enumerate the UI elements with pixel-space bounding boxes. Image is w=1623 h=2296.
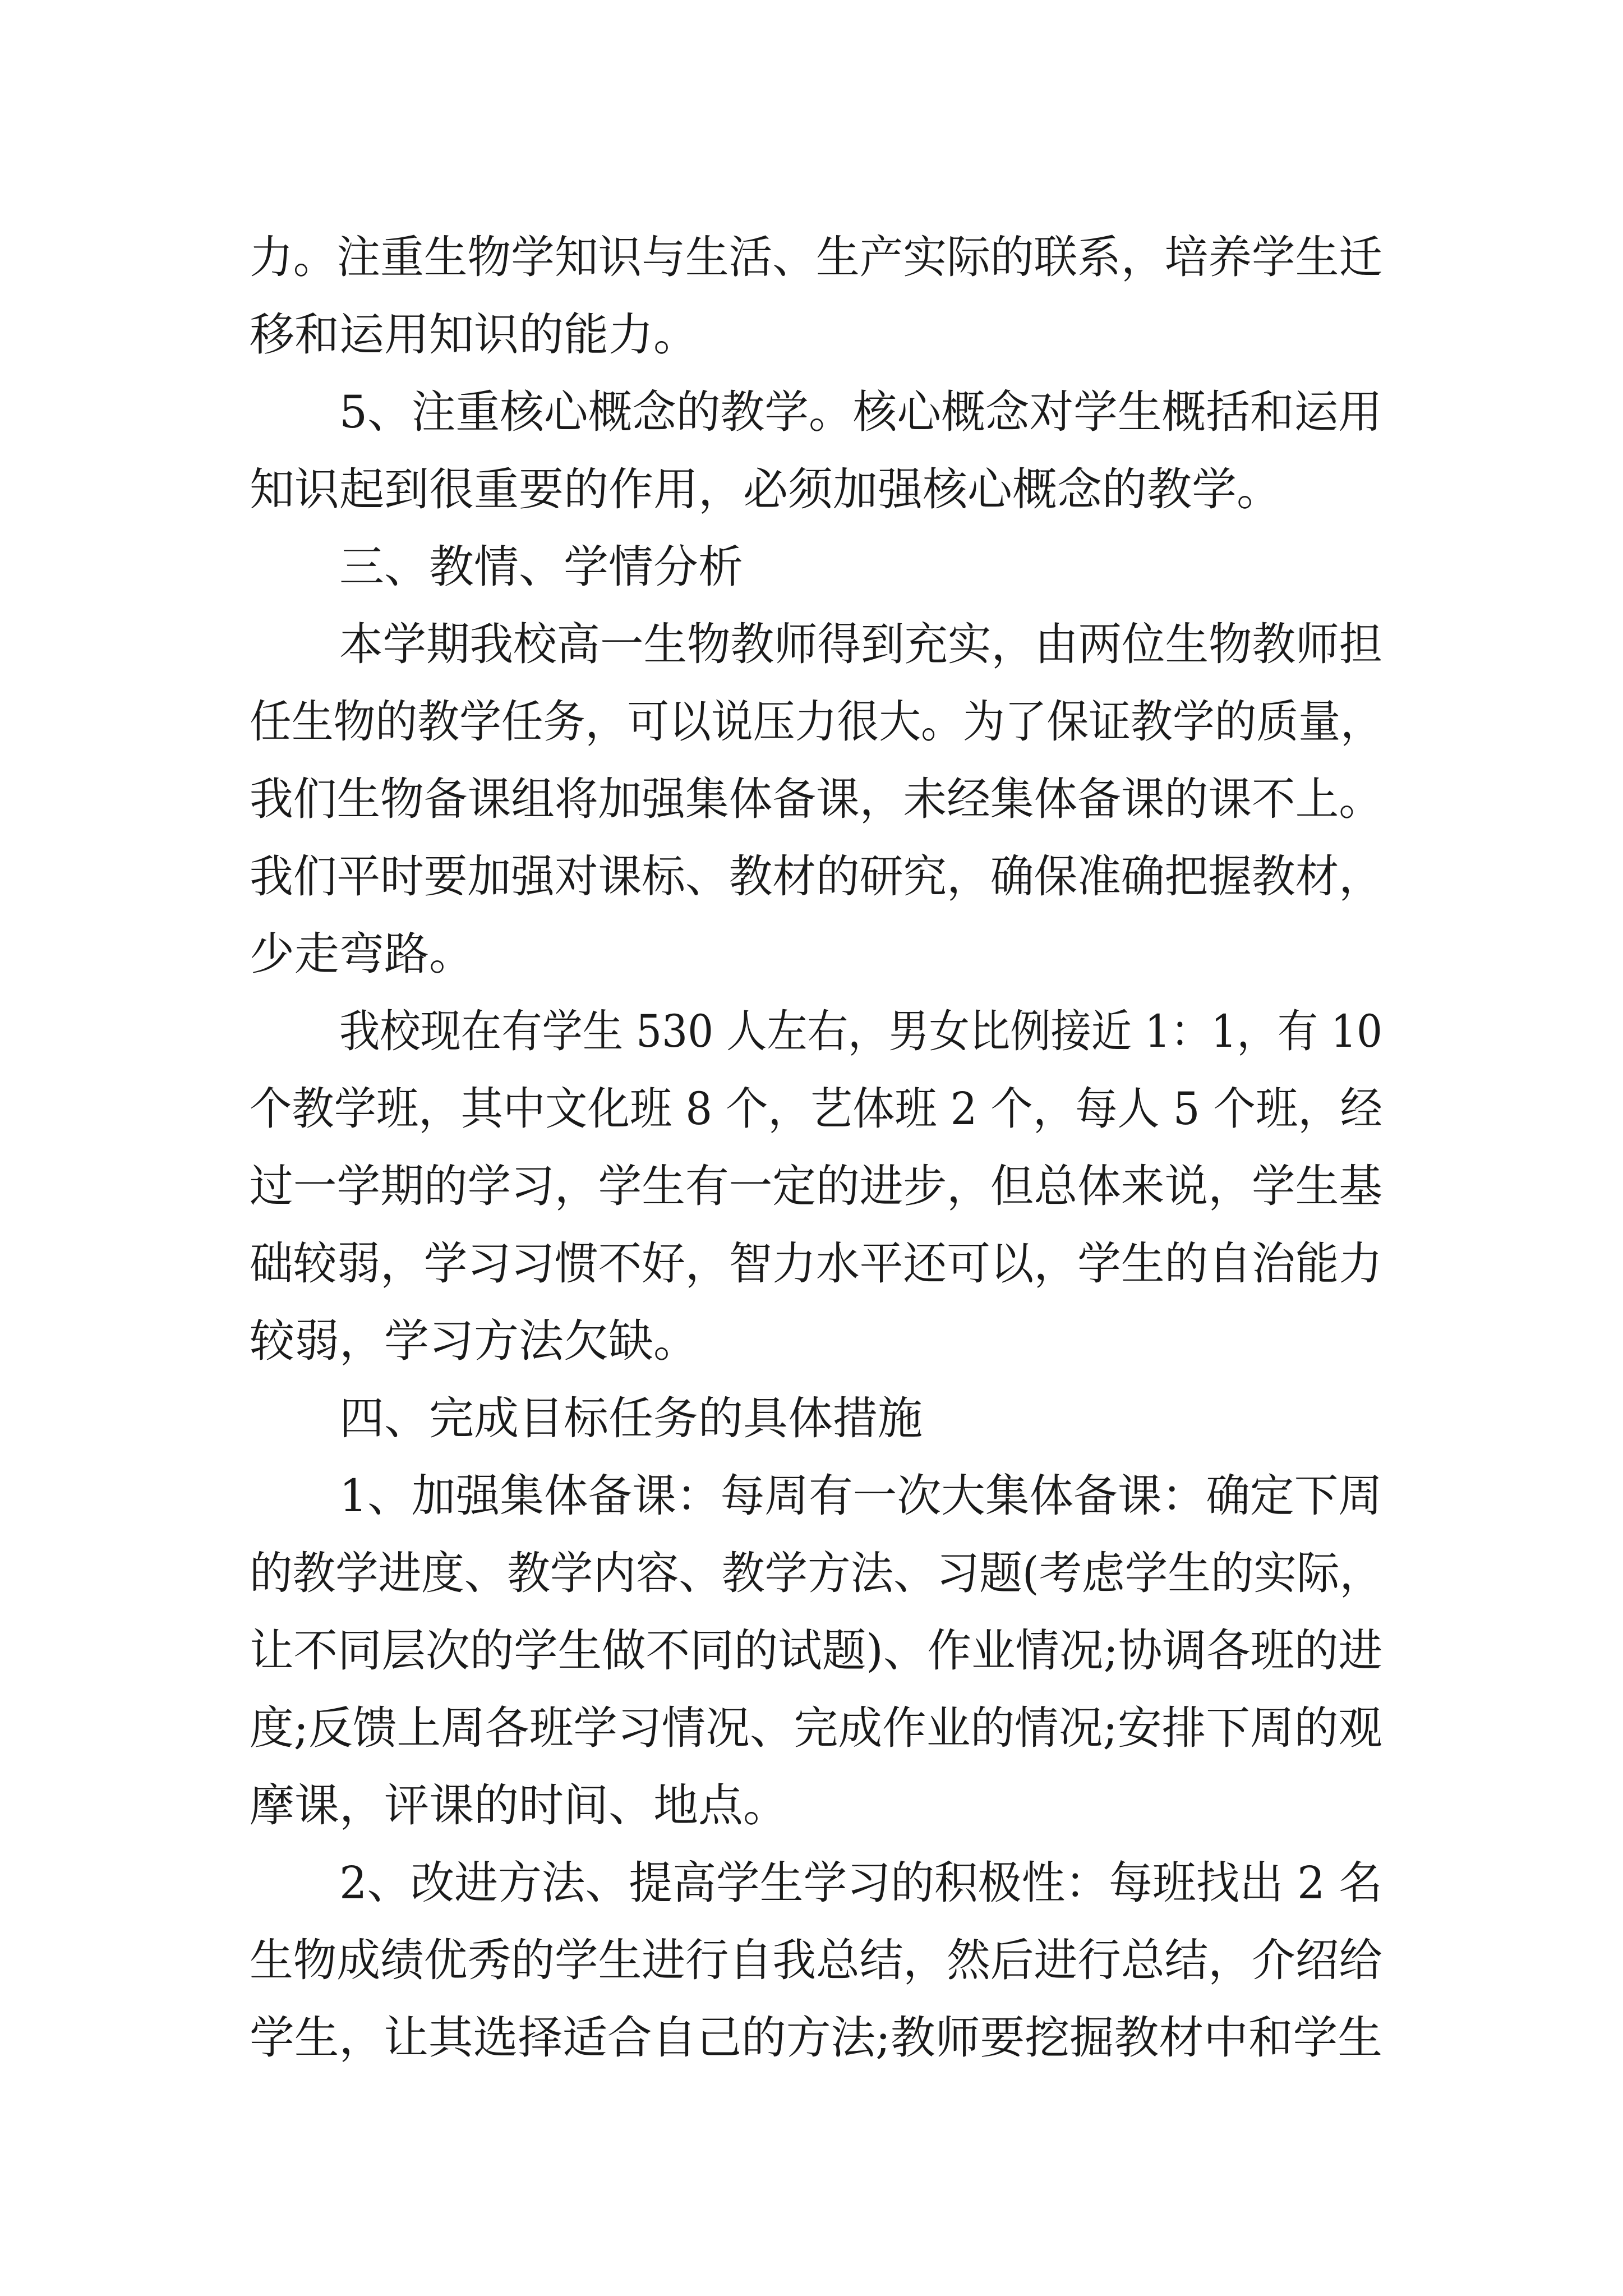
text-line: 5、注重核心概念的教学。核心概念对学生概括和运用: [339, 386, 1382, 438]
text-line: 个教学班，其中文化班 8 个，艺体班 2 个，每人 5 个班，经: [250, 1083, 1382, 1135]
text-line: 生物成绩优秀的学生进行自我总结，然后进行总结，介绍给: [250, 1934, 1382, 1986]
text-line: 力。注重生物学知识与生活、生产实际的联系，培养学生迁: [250, 231, 1382, 283]
text-line: 较弱，学习方法欠缺。: [250, 1315, 698, 1367]
text-line: 我们生物备课组将加强集体备课，未经集体备课的课不上。: [250, 773, 1382, 825]
text-line: 移和运用知识的能力。: [250, 309, 698, 361]
text-line: 度;反馈上周各班学习情况、完成作业的情况;安排下周的观: [250, 1702, 1382, 1754]
text-line: 任生物的教学任务，可以说压力很大。为了保证教学的质量，: [250, 696, 1382, 748]
text-line: 我校现在有学生 530 人左右，男女比例接近 1：1，有 10: [339, 1005, 1382, 1057]
text-line: 本学期我校高一生物教师得到充实，由两位生物教师担: [339, 618, 1382, 670]
text-line: 过一学期的学习，学生有一定的进步，但总体来说，学生基: [250, 1160, 1382, 1212]
text-line: 2、改进方法、提高学生学习的积极性：每班找出 2 名: [339, 1857, 1382, 1909]
text-line: 摩课，评课的时间、地点。: [250, 1779, 788, 1832]
text-line: 的教学进度、教学内容、教学方法、习题(考虑学生的实际，: [250, 1547, 1382, 1599]
text-line: 知识起到很重要的作用，必须加强核心概念的教学。: [250, 463, 1281, 516]
text-line: 1、加强集体备课：每周有一次大集体备课：确定下周: [339, 1470, 1382, 1522]
section-heading: 四、完成目标任务的具体措施: [339, 1392, 923, 1444]
text-line: 让不同层次的学生做不同的试题)、作业情况;协调各班的进: [250, 1625, 1382, 1677]
text-line: 学生，让其选择适合自己的方法;教师要挖掘教材中和学生: [250, 2012, 1382, 2064]
text-line: 我们平时要加强对课标、教材的研究，确保准确把握教材，: [250, 850, 1382, 903]
section-heading: 三、教情、学情分析: [339, 541, 743, 593]
text-line: 少走弯路。: [250, 928, 474, 980]
text-line: 础较弱，学习习惯不好，智力水平还可以，学生的自治能力: [250, 1237, 1382, 1290]
body-text: [250, 219, 1382, 2077]
